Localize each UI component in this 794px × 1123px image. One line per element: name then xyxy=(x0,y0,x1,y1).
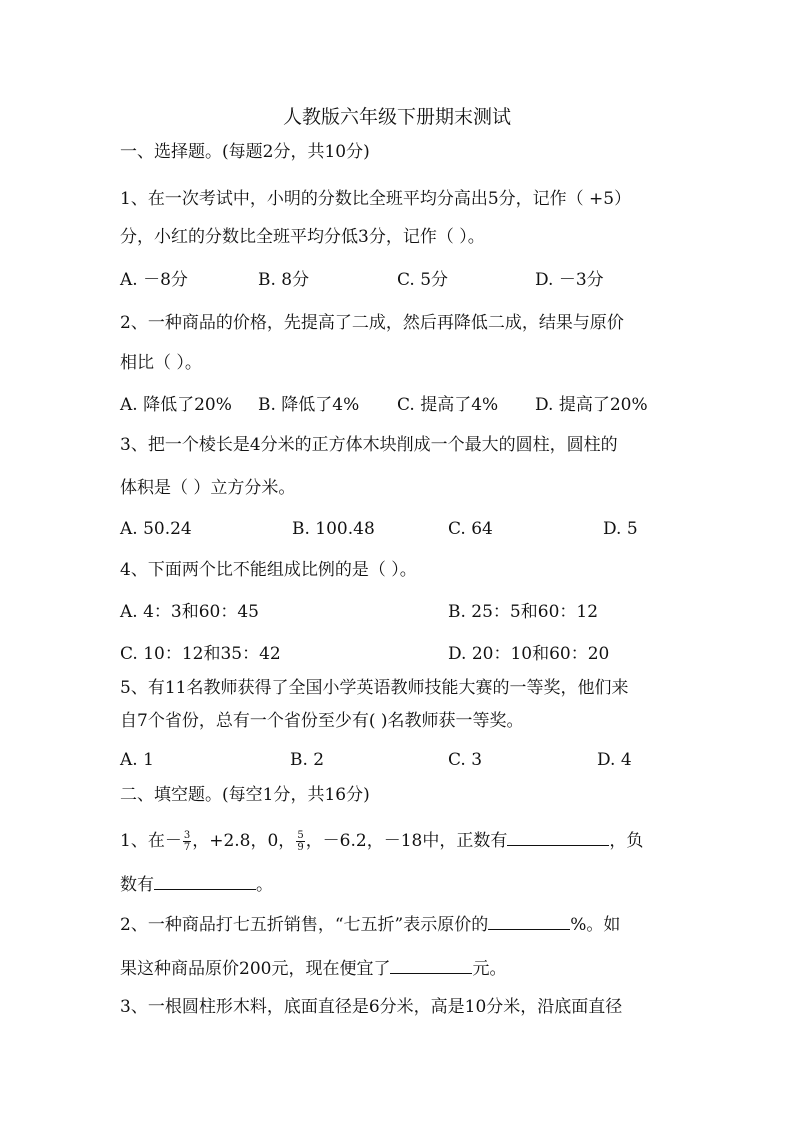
fill-q1-after-blank: ，负 xyxy=(609,831,644,851)
q4-option-c: C. 10：12和35：42 xyxy=(120,644,281,664)
q1-option-b: B. 8分 xyxy=(258,270,310,290)
fill-q1-prefix: 1、在－ xyxy=(120,831,182,851)
q3-line2: 体积是（ ）立方分米。 xyxy=(120,478,296,498)
q1-option-d: D. －3分 xyxy=(535,270,604,290)
section1-heading: 一、选择题。(每题2分，共10分) xyxy=(120,142,370,162)
q1-option-c: C. 5分 xyxy=(397,270,449,290)
answer-blank[interactable] xyxy=(154,871,256,890)
q1-line1: 1、在一次考试中，小明的分数比全班平均分高出5分，记作（ +5） xyxy=(120,189,632,209)
answer-blank[interactable] xyxy=(390,955,472,974)
fraction xyxy=(296,830,304,853)
q3-line1: 3、把一个棱长是4分米的正方体木块削成一个最大的圆柱，圆柱的 xyxy=(120,435,618,455)
q5-option-b: B. 2 xyxy=(290,750,325,770)
q5-line1: 5、有11名教师获得了全国小学英语教师技能大赛的一等奖，他们来 xyxy=(120,678,629,698)
fill-q2-line2 xyxy=(120,955,506,981)
fill-q2-line1-prefix: 2、一种商品打七五折销售，“七五折”表示原价的 xyxy=(120,915,489,935)
q5-line2: 自7个省份，总有一个省份至少有( )名教师获一等奖。 xyxy=(120,711,524,731)
q3-option-b: B. 100.48 xyxy=(292,519,375,539)
fill-q1-line2 xyxy=(120,871,273,897)
q2-option-c: C. 提高了4% xyxy=(397,395,499,415)
fill-q2-line1-suffix: %。如 xyxy=(570,915,621,935)
fill-q2-line2-suffix: 元。 xyxy=(472,959,507,979)
q5-option-d: D. 4 xyxy=(597,750,632,770)
q3-option-d: D. 5 xyxy=(603,519,638,539)
fill-q1-mid2: ，－6.2，－18中，正数有 xyxy=(305,831,508,851)
fraction-denominator: 9 xyxy=(297,842,304,853)
q3-option-a: A. 50.24 xyxy=(120,519,192,539)
page-title: 人教版六年级下册期末测试 xyxy=(282,106,511,128)
q4-option-d: D. 20：10和60：20 xyxy=(448,644,610,664)
fill-q1-line2-prefix: 数有 xyxy=(120,875,154,895)
answer-blank[interactable] xyxy=(488,911,570,930)
fill-q2-line2-prefix: 果这种商品原价200元，现在便宜了 xyxy=(120,959,391,979)
section2-heading: 二、填空题。(每空1分，共16分) xyxy=(120,785,370,805)
q4-line1: 4、下面两个比不能组成比例的是（ ）。 xyxy=(120,560,417,580)
q4-option-a: A. 4：3和60：45 xyxy=(120,602,259,622)
q2-option-b: B. 降低了4% xyxy=(258,395,360,415)
q4-option-b: B. 25：5和60：12 xyxy=(448,602,599,622)
q2-line1: 2、一种商品的价格，先提高了二成，然后再降低二成，结果与原价 xyxy=(120,313,624,333)
fraction-denominator: 7 xyxy=(183,842,191,853)
answer-blank[interactable] xyxy=(507,827,609,846)
q5-option-c: C. 3 xyxy=(448,750,483,770)
q3-option-c: C. 64 xyxy=(448,519,493,539)
q2-option-a: A. 降低了20% xyxy=(120,395,232,415)
fill-q2-line1 xyxy=(120,911,620,937)
q2-option-d: D. 提高了20% xyxy=(535,395,648,415)
fraction xyxy=(183,830,191,853)
fill-q1-line2-suffix: 。 xyxy=(256,875,273,895)
q2-line2: 相比（ ）。 xyxy=(120,353,202,373)
q1-line2: 分，小红的分数比全班平均分低3分，记作（ ）。 xyxy=(120,227,485,247)
q5-option-a: A. 1 xyxy=(120,750,154,770)
fraction-numerator: 5 xyxy=(297,830,304,841)
fill-q1-mid1: ，+2.8，0， xyxy=(192,831,296,851)
fraction-numerator: 3 xyxy=(183,830,191,841)
fill-q1-line1 xyxy=(120,827,643,853)
fill-q3-line1: 3、一根圆柱形木料，底面直径是6分米，高是10分米，沿底面直径 xyxy=(120,997,623,1017)
q1-option-a: A. －8分 xyxy=(120,270,188,290)
